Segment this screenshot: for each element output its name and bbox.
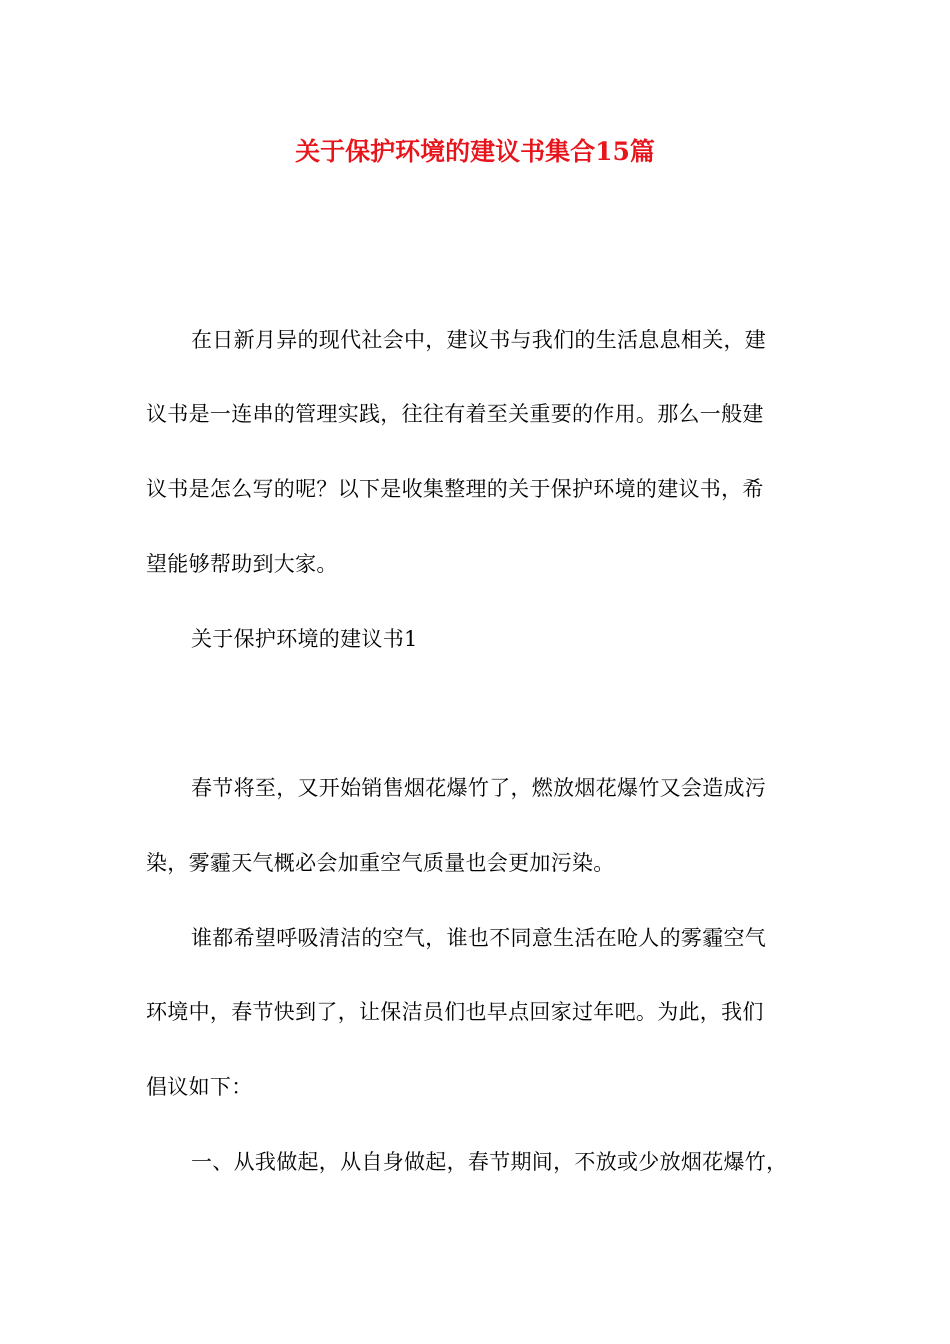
intro-line-4: 望能够帮助到大家。 bbox=[146, 552, 338, 576]
section-heading: 关于保护环境的建议书1 bbox=[191, 627, 418, 651]
paragraph-2-line-1: 谁都希望呼吸清洁的空气，谁也不同意生活在呛人的雾霾空气 bbox=[191, 926, 767, 950]
paragraph-2-line-2: 环境中，春节快到了，让保洁员们也早点回家过年吧。为此，我们 bbox=[146, 1000, 764, 1024]
intro-line-2: 议书是一连串的管理实践，往往有着至关重要的作用。那么一般建 bbox=[146, 402, 764, 426]
paragraph-2-line-3: 倡议如下： bbox=[146, 1075, 253, 1099]
intro-line-3: 议书是怎么写的呢？以下是收集整理的关于保护环境的建议书，希 bbox=[146, 477, 764, 501]
document-title: 关于保护环境的建议书集合15篇 bbox=[295, 137, 655, 166]
paragraph-1-line-1: 春节将至，又开始销售烟花爆竹了，燃放烟花爆竹又会造成污 bbox=[191, 776, 767, 800]
paragraph-1-line-2: 染，雾霾天气概必会加重空气质量也会更加污染。 bbox=[146, 851, 615, 875]
paragraph-3-line-1: 一、从我做起，从自身做起，春节期间，不放或少放烟花爆竹， bbox=[191, 1150, 788, 1174]
intro-line-1: 在日新月异的现代社会中，建议书与我们的生活息息相关，建 bbox=[191, 328, 767, 352]
